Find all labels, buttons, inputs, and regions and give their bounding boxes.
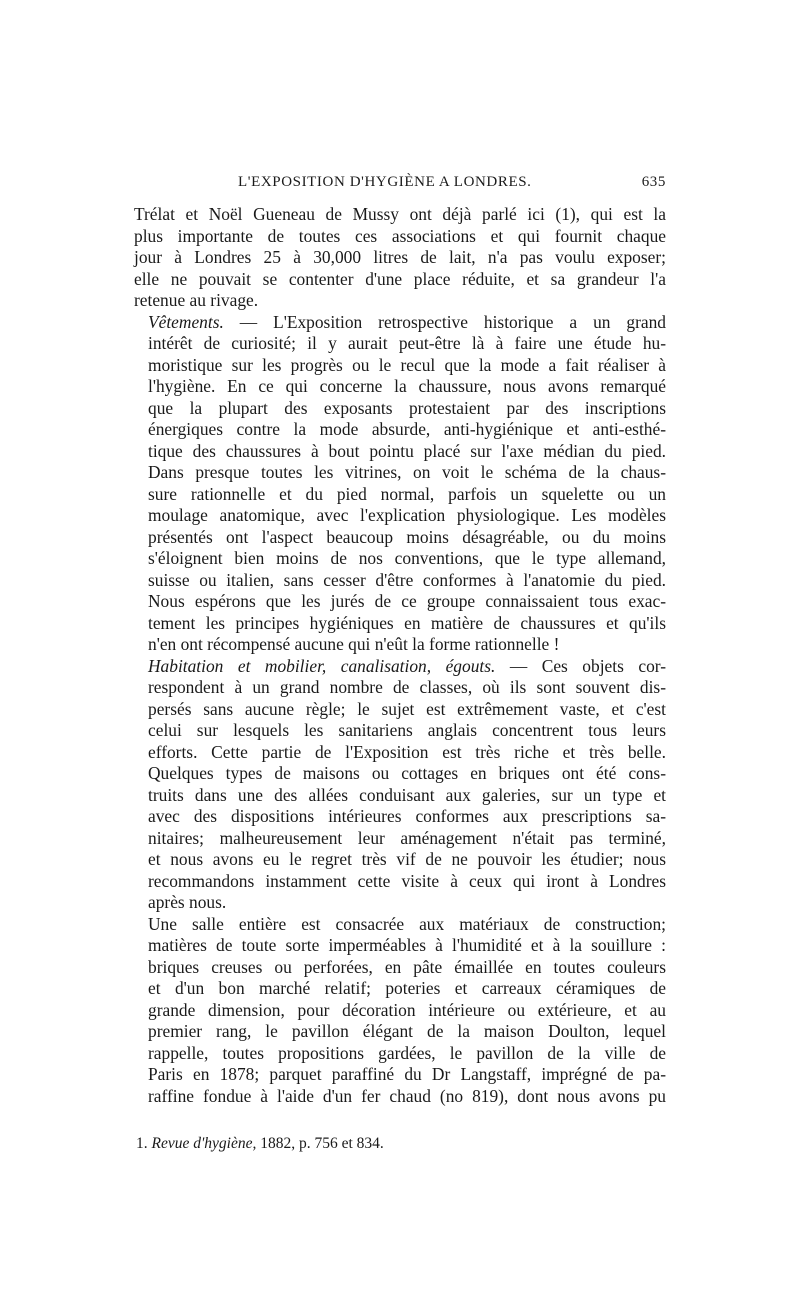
text-line: celui sur lesquels les sanitariens anglais concentrent tous leurs	[148, 720, 666, 740]
text-line: sure rationnelle et du pied normal, parfois un squelette ou un	[148, 483, 666, 504]
text-line: elle ne pouvait se contenter d'une place réduite, et sa grandeur l'a	[134, 268, 666, 289]
text-line-rest: — Ces objets cor-	[495, 655, 666, 676]
section-heading-vetements: Vêtements.	[148, 311, 224, 332]
section-heading-habitation: Habitation et mobilier, canalisation, égouts.	[148, 655, 496, 676]
text-line: respondent à un grand nombre de classes, où ils sont souvent dis-	[148, 677, 666, 697]
text-line: présentés ont l'aspect beaucoup moins désagréable, ou du moins	[148, 526, 666, 547]
text-line: Une salle entière est consacrée aux matériaux de construction;	[148, 913, 666, 934]
page-number: 635	[641, 174, 666, 190]
text-line: suisse ou italien, sans cesser d'être conformes à l'anatomie du pied.	[148, 569, 666, 590]
text-line: moristique sur les progrès ou le recul que la mode a fait réaliser à	[148, 354, 666, 375]
body-text	[134, 204, 666, 1107]
footnote	[134, 1135, 666, 1153]
text-line	[134, 656, 666, 678]
text-line: rappelle, toutes propositions gardées, le pavillon de la ville de	[148, 1042, 666, 1063]
text-line: moulage anatomique, avec l'explication physiologique. Les modèles	[148, 505, 666, 525]
text-line: retenue au rivage.	[134, 290, 259, 310]
text-line: n'en ont récompensé aucune qui n'eût la forme rationnelle !	[148, 634, 560, 654]
text-line: raffine fondue à l'aide d'un fer chaud (no 819), dont nous avons pu	[148, 1085, 666, 1106]
paragraph-1	[134, 204, 666, 312]
paragraph-habitation	[134, 656, 666, 914]
text-line: plus importante de toutes ces associations et qui fournit chaque	[134, 225, 666, 246]
text-line: persés sans aucune règle; le sujet est extrêmement vaste, et c'est	[148, 698, 666, 719]
text-line	[134, 312, 666, 334]
running-title: L'EXPOSITION D'HYGIÈNE A LONDRES.	[238, 174, 532, 190]
text-line: recommandons instamment cette visite à ceux qui iront à Londres	[148, 870, 666, 891]
text-line: l'hygiène. En ce qui concerne la chaussure, nous avons remarqué	[148, 376, 666, 396]
text-line: après nous.	[148, 892, 227, 912]
paragraph-vetements	[134, 312, 666, 656]
footnote-reference: 1882, p. 756 et 834.	[260, 1135, 384, 1152]
text-line: énergiques contre la mode absurde, anti-hygiénique et anti-esthé-	[148, 419, 666, 439]
text-line: et d'un bon marché relatif; poteries et carreaux céramiques de	[148, 978, 666, 998]
text-line: et nous avons eu le regret très vif de ne pouvoir les étudier; nous	[148, 849, 666, 869]
text-line: efforts. Cette partie de l'Exposition est très riche et très belle.	[148, 741, 666, 762]
text-line: Paris en 1878; parquet paraffiné du Dr Langstaff, imprégné de pa-	[148, 1064, 666, 1084]
text-line: Quelques types de maisons ou cottages en briques ont été cons-	[148, 763, 666, 783]
text-line: tement les principes hygiéniques en matière de chaussures et qu'ils	[148, 612, 666, 633]
text-line: matières de toute sorte imperméables à l'humidité et à la souillure :	[148, 935, 666, 955]
text-line: truits dans une des allées conduisant aux galeries, sur un type et	[148, 784, 666, 805]
footnote-marker: 1.	[136, 1135, 148, 1152]
text-line: jour à Londres 25 à 30,000 litres de lait, n'a pas voulu exposer;	[134, 247, 666, 267]
text-line: Trélat et Noël Gueneau de Mussy ont déjà parlé ici (1), qui est la	[134, 204, 666, 224]
text-line: briques creuses ou perforées, en pâte émaillée en toutes couleurs	[148, 956, 666, 977]
text-line: avec des dispositions intérieures conformes aux prescriptions sa-	[148, 806, 666, 826]
running-header	[134, 172, 666, 198]
text-line: que la plupart des exposants protestaient par des inscriptions	[148, 397, 666, 418]
text-line: premier rang, le pavillon élégant de la maison Doulton, lequel	[148, 1021, 666, 1041]
document-page	[134, 172, 666, 1153]
text-line: s'éloignent bien moins de nos conventions, que le type allemand,	[148, 548, 666, 568]
text-line: grande dimension, pour décoration intérieure ou extérieure, et au	[148, 999, 666, 1020]
text-line: intérêt de curiosité; il y aurait peut-être là à faire une étude hu-	[148, 333, 666, 353]
text-line-rest: — L'Exposition retrospective historique a un grand	[223, 311, 666, 332]
paragraph-materiaux	[134, 914, 666, 1108]
footnote-journal-title: Revue d'hygiène,	[151, 1135, 257, 1152]
text-line: Nous espérons que les jurés de ce groupe connaissaient tous exac-	[148, 591, 666, 611]
text-line: Dans presque toutes les vitrines, on voit le schéma de la chaus-	[148, 462, 666, 482]
text-line: tique des chaussures à bout pointu placé sur l'axe médian du pied.	[148, 440, 666, 461]
text-line: nitaires; malheureusement leur aménagement n'était pas terminé,	[148, 827, 666, 848]
